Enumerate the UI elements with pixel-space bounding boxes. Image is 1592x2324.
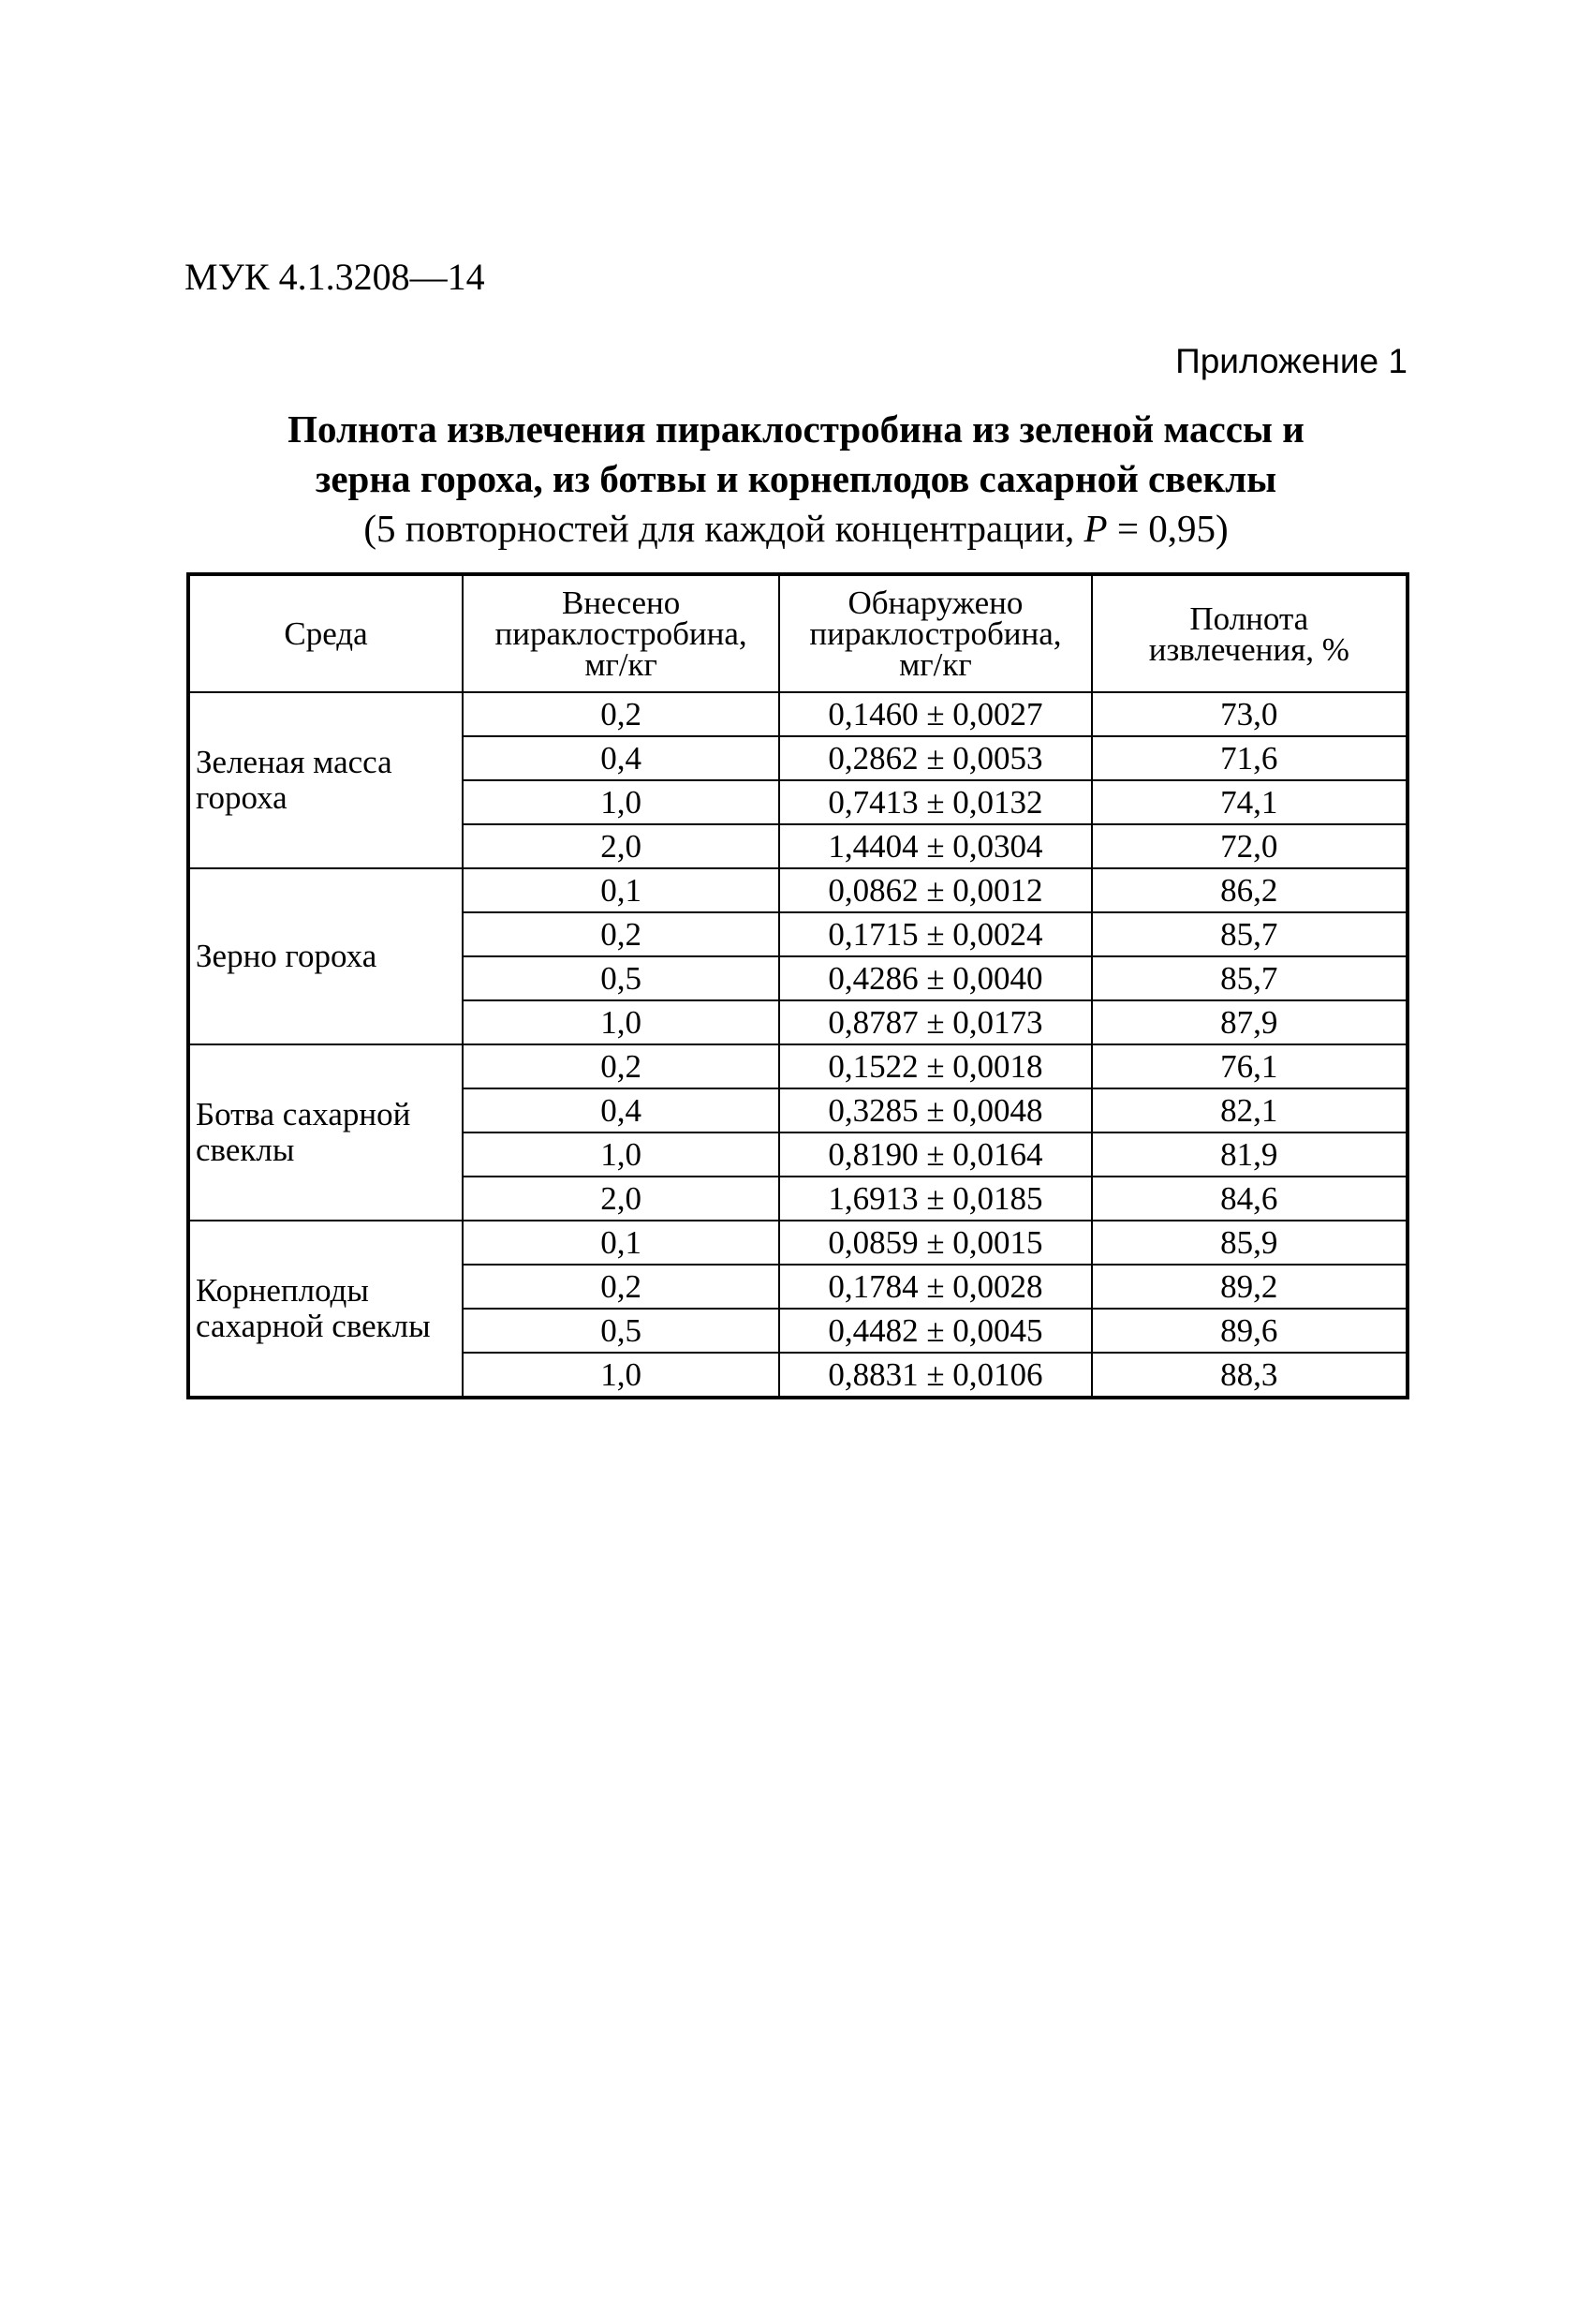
header-recovery xyxy=(1092,574,1408,692)
table-row xyxy=(188,1221,1408,1265)
table-row xyxy=(188,692,1408,736)
medium-cell xyxy=(188,1044,463,1221)
medium-line: Зеленая масса xyxy=(196,744,392,780)
medium-cell xyxy=(188,868,463,1044)
recovery-cell: 84,6 xyxy=(1092,1177,1408,1221)
subtitle-p-symbol: P xyxy=(1083,507,1108,550)
document-code: МУК 4.1.3208—14 xyxy=(184,256,485,298)
added-cell: 0,4 xyxy=(463,1088,779,1132)
medium-line: Зерно гороха xyxy=(196,938,377,974)
added-cell: 0,1 xyxy=(463,1221,779,1265)
header-line: пираклостробина, xyxy=(809,615,1062,652)
subtitle-prefix: (5 повторностей для каждой концентрации, xyxy=(363,507,1084,550)
found-cell: 0,3285 ± 0,0048 xyxy=(779,1088,1091,1132)
added-cell: 0,2 xyxy=(463,692,779,736)
recovery-cell: 85,7 xyxy=(1092,912,1408,956)
found-cell: 0,4286 ± 0,0040 xyxy=(779,956,1091,1000)
found-cell: 0,0862 ± 0,0012 xyxy=(779,868,1091,912)
recovery-cell: 73,0 xyxy=(1092,692,1408,736)
table-row xyxy=(188,1044,1408,1088)
recovery-cell: 85,9 xyxy=(1092,1221,1408,1265)
found-cell: 0,4482 ± 0,0045 xyxy=(779,1309,1091,1353)
table-title xyxy=(140,405,1452,554)
recovery-table xyxy=(186,572,1409,1399)
added-cell: 1,0 xyxy=(463,1132,779,1177)
recovery-cell: 88,3 xyxy=(1092,1353,1408,1398)
table-header-row xyxy=(188,574,1408,692)
recovery-cell: 72,0 xyxy=(1092,824,1408,868)
header-found xyxy=(779,574,1091,692)
recovery-cell: 85,7 xyxy=(1092,956,1408,1000)
medium-cell xyxy=(188,1221,463,1398)
found-cell: 0,1784 ± 0,0028 xyxy=(779,1265,1091,1309)
found-cell: 1,4404 ± 0,0304 xyxy=(779,824,1091,868)
found-cell: 0,1715 ± 0,0024 xyxy=(779,912,1091,956)
header-line: мг/кг xyxy=(584,646,657,683)
added-cell: 0,2 xyxy=(463,1044,779,1088)
added-cell: 0,4 xyxy=(463,736,779,780)
subtitle-suffix: = 0,95) xyxy=(1107,507,1229,550)
found-cell: 0,1460 ± 0,0027 xyxy=(779,692,1091,736)
recovery-cell: 89,6 xyxy=(1092,1309,1408,1353)
header-medium xyxy=(188,574,463,692)
recovery-cell: 82,1 xyxy=(1092,1088,1408,1132)
found-cell: 0,7413 ± 0,0132 xyxy=(779,780,1091,824)
added-cell: 0,5 xyxy=(463,1309,779,1353)
recovery-cell: 87,9 xyxy=(1092,1000,1408,1044)
found-cell: 1,6913 ± 0,0185 xyxy=(779,1177,1091,1221)
medium-line: Ботва сахарной xyxy=(196,1096,411,1132)
header-line: Полнота xyxy=(1189,600,1309,637)
medium-cell xyxy=(188,692,463,868)
recovery-cell: 89,2 xyxy=(1092,1265,1408,1309)
header-line: Внесено xyxy=(562,585,681,621)
added-cell: 2,0 xyxy=(463,824,779,868)
added-cell: 0,5 xyxy=(463,956,779,1000)
header-line: пираклостробина, xyxy=(494,615,747,652)
found-cell: 0,2862 ± 0,0053 xyxy=(779,736,1091,780)
added-cell: 0,2 xyxy=(463,912,779,956)
header-line: Среда xyxy=(284,615,368,652)
added-cell: 0,1 xyxy=(463,868,779,912)
recovery-cell: 86,2 xyxy=(1092,868,1408,912)
header-line: мг/кг xyxy=(899,646,972,683)
found-cell: 0,0859 ± 0,0015 xyxy=(779,1221,1091,1265)
header-line: Обнаружено xyxy=(848,585,1024,621)
added-cell: 1,0 xyxy=(463,1353,779,1398)
recovery-cell: 71,6 xyxy=(1092,736,1408,780)
added-cell: 1,0 xyxy=(463,1000,779,1044)
medium-line: свеклы xyxy=(196,1132,295,1168)
appendix-label: Приложение 1 xyxy=(1175,342,1408,380)
found-cell: 0,8190 ± 0,0164 xyxy=(779,1132,1091,1177)
added-cell: 1,0 xyxy=(463,780,779,824)
title-subtitle xyxy=(140,504,1452,554)
medium-line: Корнеплоды xyxy=(196,1272,369,1309)
recovery-cell: 81,9 xyxy=(1092,1132,1408,1177)
recovery-cell: 74,1 xyxy=(1092,780,1408,824)
added-cell: 2,0 xyxy=(463,1177,779,1221)
title-line-1: Полнота извлечения пираклостробина из зеленой массы и xyxy=(287,407,1305,451)
table-row xyxy=(188,868,1408,912)
found-cell: 0,1522 ± 0,0018 xyxy=(779,1044,1091,1088)
header-added xyxy=(463,574,779,692)
header-line: извлечения, % xyxy=(1148,630,1349,668)
title-line-2: зерна гороха, из ботвы и корнеплодов сахарной свеклы xyxy=(315,457,1277,500)
added-cell: 0,2 xyxy=(463,1265,779,1309)
medium-line: сахарной свеклы xyxy=(196,1308,431,1344)
medium-line: гороха xyxy=(196,779,287,816)
found-cell: 0,8831 ± 0,0106 xyxy=(779,1353,1091,1398)
recovery-cell: 76,1 xyxy=(1092,1044,1408,1088)
found-cell: 0,8787 ± 0,0173 xyxy=(779,1000,1091,1044)
